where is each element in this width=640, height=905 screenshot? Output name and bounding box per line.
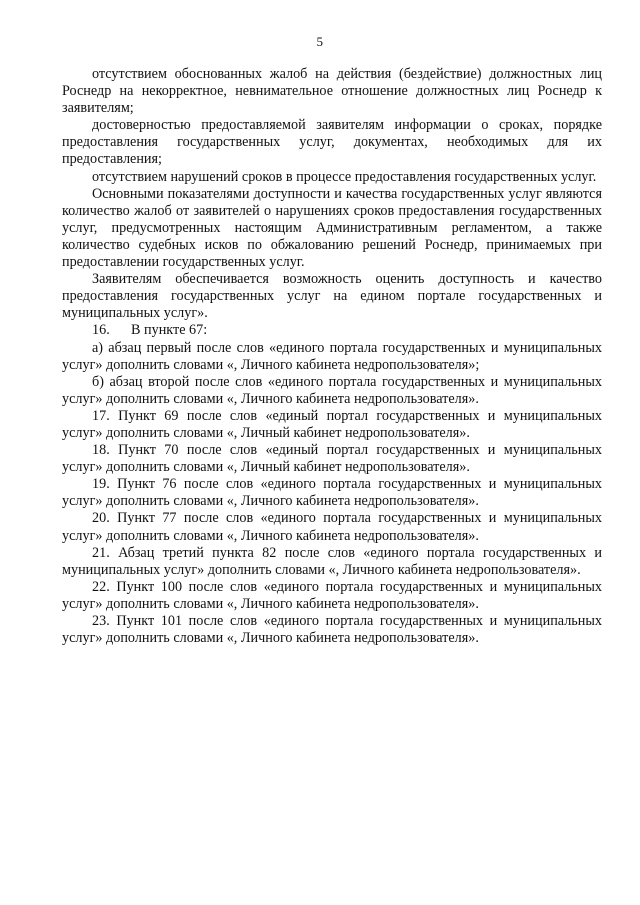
item-16: 16. В пункте 67: xyxy=(92,322,208,339)
paragraph-deadlines: отсутствием нарушений сроков в процессе предоставления государственных услуг. xyxy=(92,168,597,185)
item-20: 20. Пункт 77 после слов «единого портала государственных и муниципальных услуг» дополнить словами «, Личного кабинета недропользователя». xyxy=(62,510,602,544)
paragraph-complaints: отсутствием обоснованных жалоб на действия (бездействие) должностных лиц Роснедр на некорректное, невнимательное отношение должностных лиц Роснедр к заявителям; xyxy=(62,66,602,117)
page-number: 5 xyxy=(316,34,324,49)
item-19: 19. Пункт 76 после слов «единого портала государственных и муниципальных услуг» дополнить словами «, Личного кабинета недропользователя». xyxy=(62,476,602,510)
item-16-a: а) абзац первый после слов «единого портала государственных и муниципальных услуг» дополнить словами «, Личного кабинета недропользователя»; xyxy=(62,339,602,373)
paragraph-reliability: достоверностью предоставляемой заявителям информации о сроках, порядке предоставления государственных услуг, документах, необходимых для их предоставления; xyxy=(62,117,602,168)
item-22: 22. Пункт 100 после слов «единого портала государственных и муниципальных услуг» дополнить словами «, Личного кабинета недропользователя». xyxy=(62,578,602,612)
item-23: 23. Пункт 101 после слов «единого портала государственных и муниципальных услуг» дополнить словами «, Личного кабинета недропользователя». xyxy=(62,613,602,647)
item-17: 17. Пункт 69 после слов «единый портал государственных и муниципальных услуг» дополнить словами «, Личный кабинет недропользователя». xyxy=(62,407,602,441)
item-21: 21. Абзац третий пункта 82 после слов «единого портала государственных и муниципальных услуг» дополнить словами «, Личного кабинета недропользователя». xyxy=(62,544,602,578)
document-body xyxy=(62,66,602,647)
paragraph-indicators: Основными показателями доступности и качества государственных услуг являются количество жалоб от заявителей о нарушениях сроков предоставления государственных услуг, предусмотренных настоящим Административным регламентом, а также количество судебных исков по обжалованию решений Роснедр, принимаемых при предоставлении государственных услуг. xyxy=(62,185,602,271)
item-18: 18. Пункт 70 после слов «единый портал государственных и муниципальных услуг» дополнить словами «, Личный кабинет недропользователя». xyxy=(62,442,602,476)
item-16-b: б) абзац второй после слов «единого портала государственных и муниципальных услуг» дополнить словами «, Личного кабинета недропользователя». xyxy=(62,373,602,407)
paragraph-evaluation: Заявителям обеспечивается возможность оценить доступность и качество предоставления государственных услуг на едином портале государственных и муниципальных услуг». xyxy=(62,271,602,322)
